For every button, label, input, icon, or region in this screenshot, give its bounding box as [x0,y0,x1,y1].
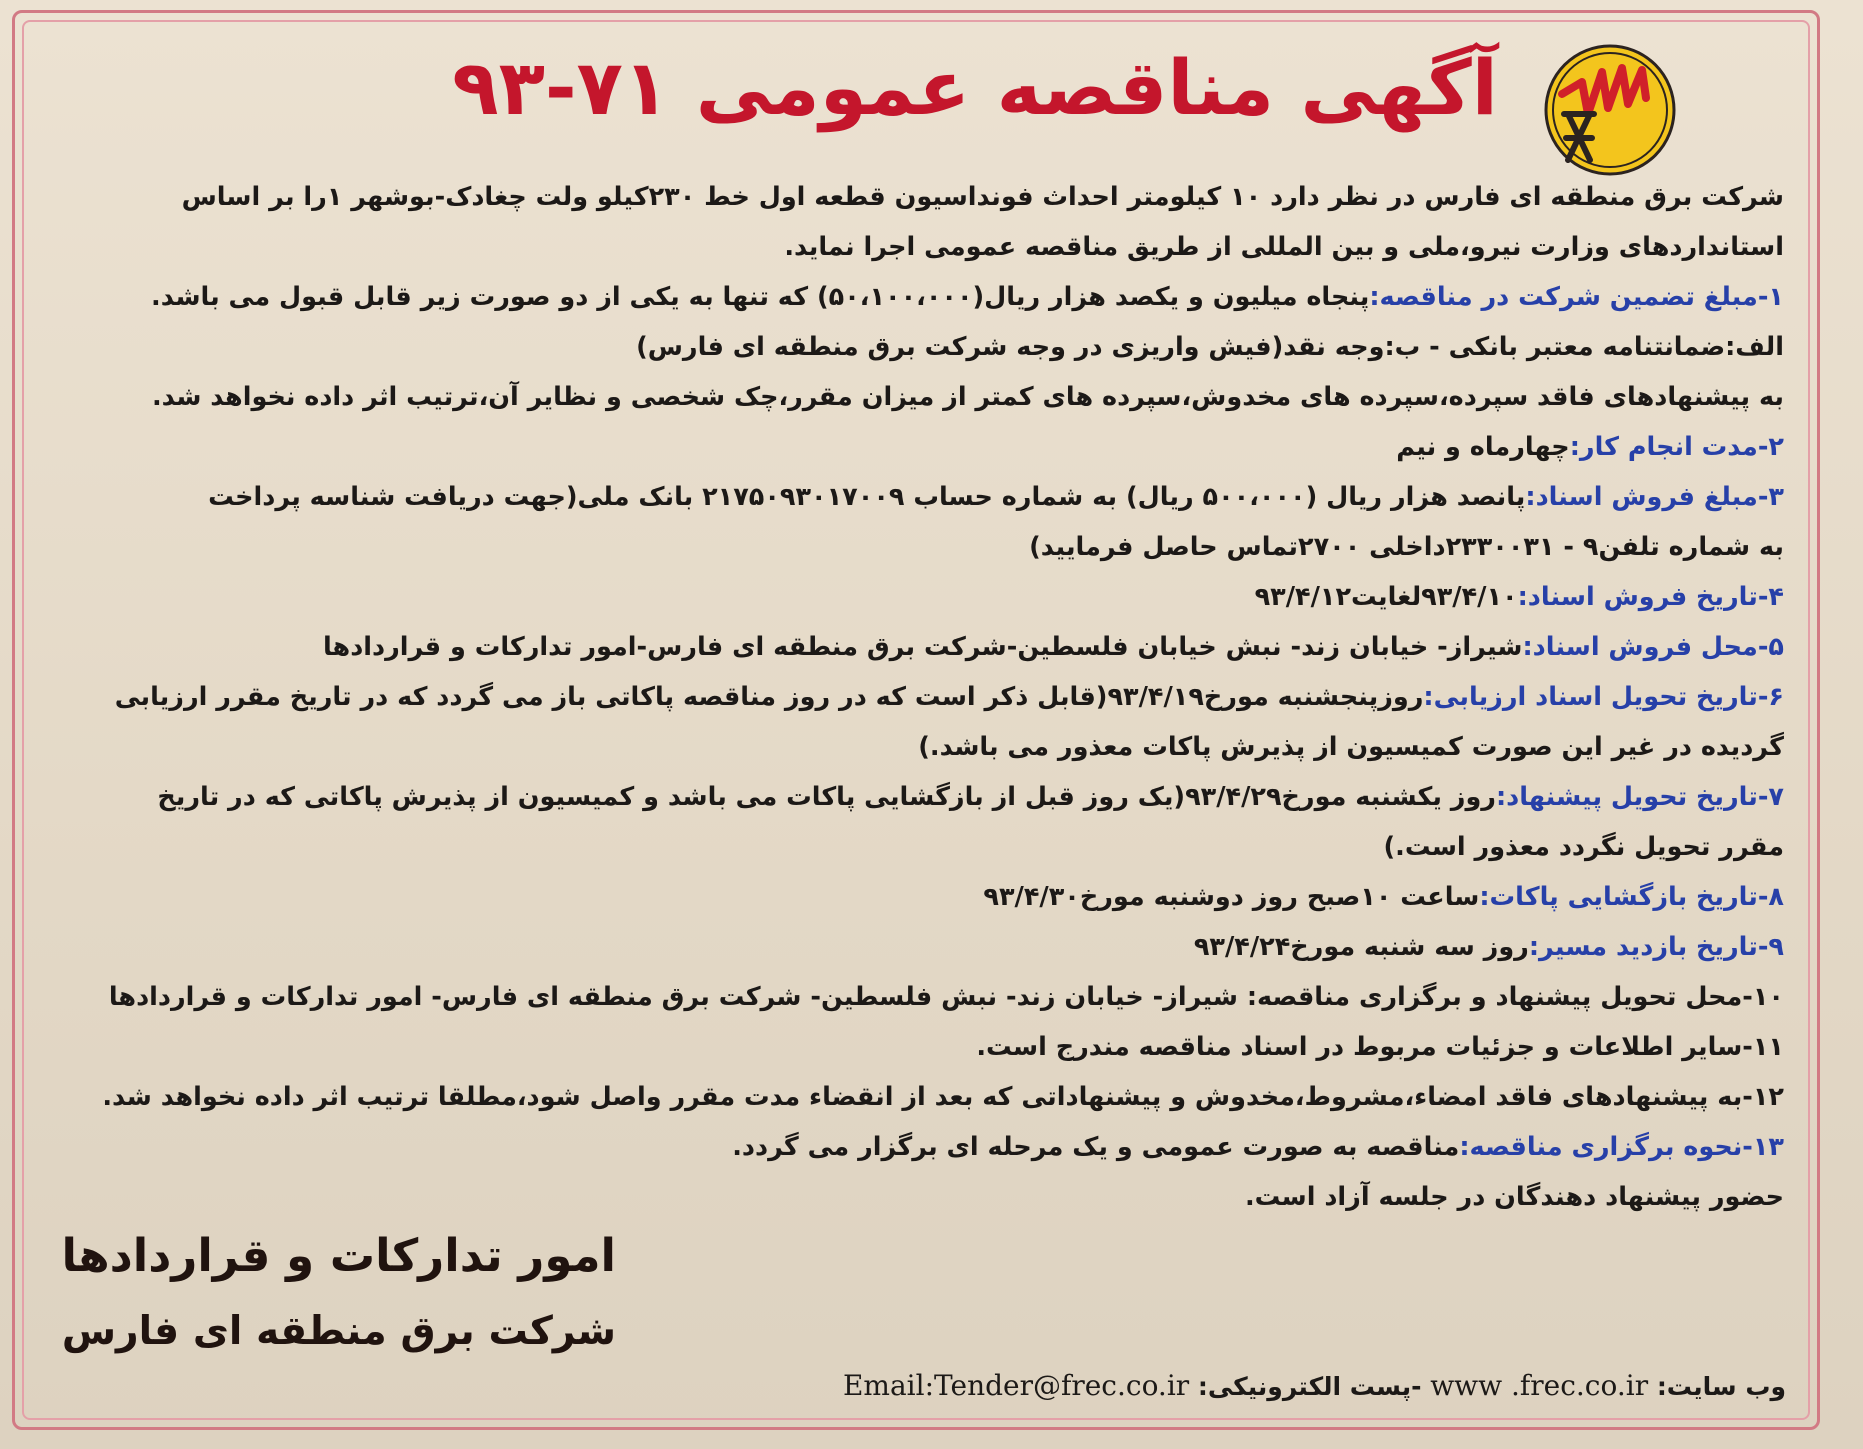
list-item [62,622,1784,672]
list-item [62,372,1784,422]
list-item [62,1072,1784,1122]
signature-company: شرکت برق منطقه ای فارس [61,1309,616,1354]
item-text: پنجاه میلیون و یکصد هزار ریال(۵۰،۱۰۰،۰۰۰) که تنها به یکی از دو صورت زیر قابل قبول می باشد. [151,282,1370,312]
item-text: روزپنجشنبه مورخ۹۳/۴/۱۹(قابل ذکر است که در روز مناقصه پاکاتی باز می گردد که در تاریخ مقرر ارزیابی [114,682,1424,712]
list-item [62,722,1784,772]
item-text: پانصد هزار ریال (۵۰۰،۰۰۰ ریال) به شماره حساب ۲۱۷۵۰۹۳۰۱۷۰۰۹ بانک ملی(جهت دریافت شناسه پرداخت [208,482,1526,512]
item-text: ۱۱-سایر اطلاعات و جزئیات مربوط در اسناد مناقصه مندرج است. [976,1032,1784,1062]
website-label: وب سایت: [1656,1372,1786,1401]
item-heading: ۹-تاریخ بازدید مسیر: [1528,932,1784,962]
item-text: حضور پیشنهاد دهندگان در جلسه آزاد است. [1244,1182,1784,1212]
item-text: به شماره تلفن۹ - ۲۳۳۰۰۳۱داخلی ۲۷۰۰تماس حاصل فرمایید) [1029,532,1784,562]
website-link[interactable]: www .frec.co.ir [1430,1369,1649,1402]
list-item [62,1122,1784,1172]
item-text: گردیده در غیر این صورت کمیسیون از پذیرش پاکات معذور می باشد.) [918,732,1784,762]
list-item [62,872,1784,922]
item-heading: ۸-تاریخ بازگشایی پاکات: [1479,882,1784,912]
item-text: شیراز- خیابان زند- نبش خیابان فلسطین-شرکت برق منطقه ای فارس-امور تدارکات و قراردادها [322,632,1523,662]
item-heading: ۱۳-نحوه برگزاری مناقصه: [1459,1132,1784,1162]
signature-block [56,1218,616,1370]
item-text: مناقصه به صورت عمومی و یک مرحله ای برگزار می گردد. [732,1132,1460,1162]
list-item [62,522,1784,572]
item-heading: ۴-تاریخ فروش اسناد: [1517,582,1784,612]
item-text: چهارماه و نیم [1396,432,1570,462]
signature-department: امور تدارکات و قراردادها [61,1229,616,1282]
list-item [62,922,1784,972]
list-item [62,1022,1784,1072]
list-item [62,772,1784,822]
item-text: الف:ضمانتنامه معتبر بانکی - ب:وجه نقد(فیش واریزی در وجه شرکت برق منطقه ای فارس) [636,332,1784,362]
list-item [62,322,1784,372]
item-heading: ۳-مبلغ فروش اسناد: [1525,482,1784,512]
list-item [62,972,1784,1022]
email-link[interactable]: Email:Tender@frec.co.ir [842,1369,1190,1402]
item-text: ۹۳/۴/۱۰لغایت۹۳/۴/۱۲ [1254,582,1518,612]
item-heading: ۶-تاریخ تحویل اسناد ارزیابی: [1423,682,1784,712]
item-text: مقرر تحویل نگردد معذور است.) [1383,832,1784,862]
item-text: ساعت ۱۰صبح روز دوشنبه مورخ۹۳/۴/۳۰ [983,882,1480,912]
list-item [62,822,1784,872]
list-item [62,672,1784,722]
item-text: ۱۰-محل تحویل پیشنهاد و برگزاری مناقصه: شیراز- خیابان زند- نبش فلسطین- شرکت برق منطقه ای فارس- امور تدارکات و قراردادها [108,982,1784,1012]
page-title: آگهی مناقصه عمومی ۷۱-۹۳ [452,43,1498,132]
item-heading: ۱-مبلغ تضمین شرکت در مناقصه: [1369,282,1784,312]
intro-line: شرکت برق منطقه ای فارس در نظر دارد ۱۰ کیلومتر احداث فونداسیون قطعه اول خط ۲۳۰کیلو ولت چغادک-بوشهر ۱را بر اساس [181,182,1784,212]
contact-footer [820,1366,1786,1406]
list-item [62,422,1784,472]
item-text: به پیشنهادهای فاقد سپرده،سپرده های مخدوش،سپرده های کمتر از میزان مقرر،چک شخصی و نظایر آن،ترتیب اثر داده نخواهد شد. [151,382,1784,412]
list-item [62,472,1784,522]
list-item [62,1172,1784,1222]
intro-line: استانداردهای وزارت نیرو،ملی و بین المللی از طریق مناقصه عمومی اجرا نماید. [784,232,1784,262]
item-text: ۱۲-به پیشنهادهای فاقد امضاء،مشروط،مخدوش و پیشنهاداتی که بعد از انقضاء مدت مقرر واصل شود،مطلقا ترتیب اثر داده نخواهد شد. [102,1082,1784,1112]
item-heading: ۷-تاریخ تحویل پیشنهاد: [1495,782,1784,812]
list-item [62,272,1784,322]
list-item [62,572,1784,622]
item-text: روز سه شنبه مورخ۹۳/۴/۲۴ [1193,932,1529,962]
email-label: -پست الکترونیکی: [1197,1372,1422,1401]
item-heading: ۵-محل فروش اسناد: [1522,632,1784,662]
frec-logo-icon [1542,42,1678,178]
item-heading: ۲-مدت انجام کار: [1569,432,1784,462]
notice-body [62,172,1784,1222]
item-text: روز یکشنبه مورخ۹۳/۴/۲۹(یک روز قبل از بازگشایی پاکات می باشد و کمیسیون از پذیرش پاکاتی که در تاریخ [157,782,1496,812]
